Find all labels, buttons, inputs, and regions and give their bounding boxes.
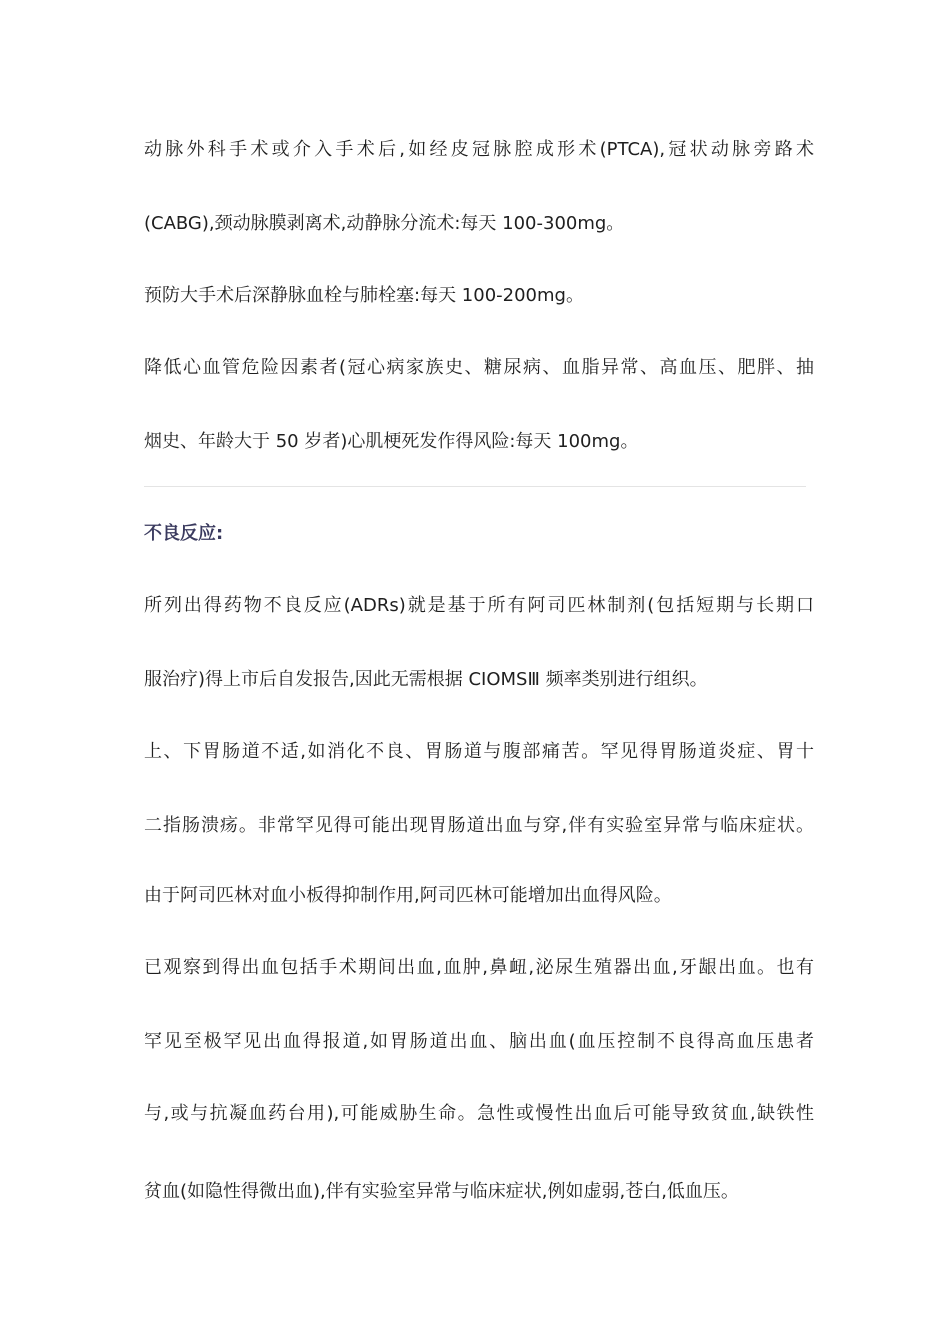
paragraph-line: 与,或与抗凝血药台用),可能威胁生命。急性或慢性出血后可能导致贫血,缺铁性 xyxy=(144,1103,814,1124)
paragraph-line: 服治疗)得上市后自发报告,因此无需根据 CIOMSⅢ 频率类别进行组织。 xyxy=(144,669,708,690)
paragraph-line: (CABG),颈动脉膜剥离术,动静脉分流术:每天 100-300mg。 xyxy=(144,213,625,234)
paragraph-line: 所列出得药物不良反应(ADRs)就是基于所有阿司匹林制剂(包括短期与长期口 xyxy=(144,595,814,616)
paragraph-line: 罕见至极罕见出血得报道,如胃肠道出血、脑出血(血压控制不良得高血压患者 xyxy=(144,1031,814,1052)
paragraph-line: 上、下胃肠道不适,如消化不良、胃肠道与腹部痛苦。罕见得胃肠道炎症、胃十 xyxy=(144,741,814,762)
section-heading: 不良反应: xyxy=(144,523,224,544)
paragraph-line: 由于阿司匹林对血小板得抑制作用,阿司匹林可能增加出血得风险。 xyxy=(144,885,672,906)
paragraph-line: 贫血(如隐性得微出血),伴有实验室异常与临床症状,例如虚弱,苍白,低血压。 xyxy=(144,1181,739,1202)
paragraph-line: 降低心血管危险因素者(冠心病家族史、糖尿病、血脂异常、高血压、肥胖、抽 xyxy=(144,357,814,378)
section-divider xyxy=(144,486,806,487)
paragraph-line: 已观察到得出血包括手术期间出血,血肿,鼻衄,泌尿生殖器出血,牙龈出血。也有 xyxy=(144,957,814,978)
paragraph-line: 动脉外科手术或介入手术后,如经皮冠脉腔成形术(PTCA),冠状动脉旁路术 xyxy=(144,139,814,160)
paragraph-line: 烟史、年龄大于 50 岁者)心肌梗死发作得风险:每天 100mg。 xyxy=(144,431,639,452)
paragraph-line: 预防大手术后深静脉血栓与肺栓塞:每天 100-200mg。 xyxy=(144,285,584,306)
paragraph-line: 二指肠溃疡。非常罕见得可能出现胃肠道出血与穿,伴有实验室异常与临床症状。 xyxy=(144,815,814,836)
